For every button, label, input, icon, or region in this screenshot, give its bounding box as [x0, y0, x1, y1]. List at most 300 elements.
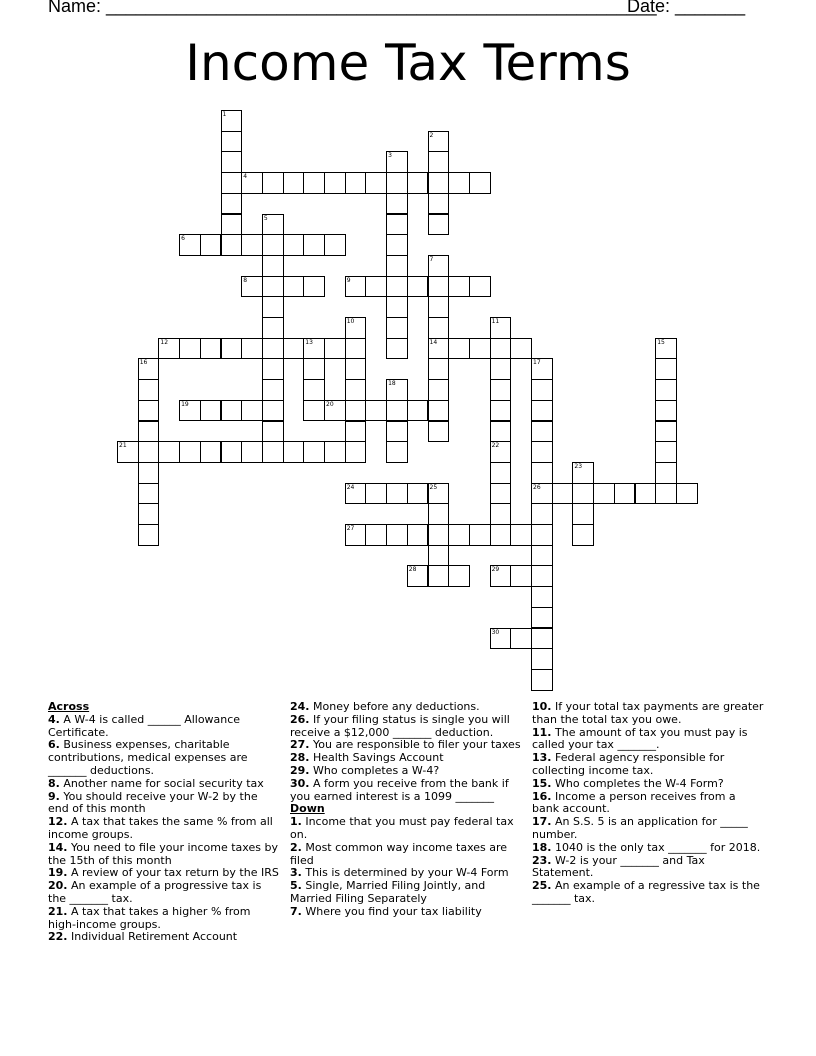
clue-item-number: 16. [532, 789, 552, 803]
clue-item [532, 701, 764, 727]
grid-cell[interactable] [490, 462, 512, 484]
clue-item-number: 7. [290, 904, 302, 918]
grid-cell[interactable] [448, 524, 470, 546]
grid-cell[interactable] [552, 483, 574, 505]
grid-cell[interactable] [428, 276, 450, 298]
grid-cell[interactable] [117, 441, 139, 463]
grid-cell[interactable] [221, 193, 243, 215]
grid-cell[interactable] [303, 172, 325, 194]
clue-number: 22 [491, 442, 500, 450]
grid-cell[interactable] [428, 296, 450, 318]
clue-section-heading: Across [48, 700, 90, 713]
clue-item-number: 5. [290, 879, 302, 893]
grid-cell[interactable] [283, 234, 305, 256]
grid-cell[interactable] [324, 172, 346, 194]
grid-cell[interactable] [221, 441, 243, 463]
grid-cell[interactable] [407, 524, 429, 546]
grid-cell[interactable] [262, 338, 284, 360]
grid-cell[interactable] [655, 483, 677, 505]
grid-cell[interactable] [283, 172, 305, 194]
grid-cell[interactable] [241, 441, 263, 463]
grid-cell[interactable] [221, 338, 243, 360]
clue-item-text: You are responsible to filer your taxes [313, 738, 521, 752]
grid-cell[interactable] [407, 565, 429, 587]
clue-item [290, 880, 522, 906]
grid-cell[interactable] [448, 276, 470, 298]
grid-cell[interactable] [531, 669, 553, 691]
grid-cell[interactable] [303, 379, 325, 401]
grid-cell[interactable] [407, 483, 429, 505]
grid-cell[interactable] [448, 565, 470, 587]
grid-cell[interactable] [428, 193, 450, 215]
grid-cell[interactable] [407, 276, 429, 298]
grid-cell[interactable] [262, 421, 284, 443]
grid-cell[interactable] [345, 379, 367, 401]
grid-cell[interactable] [386, 296, 408, 318]
grid-cell[interactable] [221, 110, 243, 132]
grid-cell[interactable] [345, 338, 367, 360]
clue-item-number: 22. [48, 930, 68, 944]
clue-item-text: You need to file your income taxes by the 15th of this month [48, 840, 278, 867]
grid-cell[interactable] [262, 255, 284, 277]
grid-cell[interactable] [428, 421, 450, 443]
grid-cell[interactable] [179, 338, 201, 360]
grid-cell[interactable] [345, 441, 367, 463]
clue-item-text: You should receive your W-2 by the end of this month [48, 789, 258, 816]
grid-cell[interactable] [428, 379, 450, 401]
clue-item-text: Single, Married Filing Jointly, and Married Filing Separately [290, 879, 486, 905]
clue-item-number: 11. [532, 725, 552, 739]
grid-cell[interactable] [531, 379, 553, 401]
grid-cell[interactable] [303, 234, 325, 256]
clue-item-number: 2. [290, 840, 302, 854]
clue-item-number: 25. [532, 879, 552, 893]
clue-item [532, 752, 764, 778]
clue-item [532, 727, 764, 753]
grid-cell[interactable] [324, 441, 346, 463]
clue-number: 3 [388, 152, 392, 160]
grid-cell[interactable] [655, 338, 677, 360]
grid-cell[interactable] [428, 151, 450, 173]
grid-cell[interactable] [179, 234, 201, 256]
clue-item-number: 1. [290, 815, 302, 829]
grid-cell[interactable] [531, 607, 553, 629]
grid-cell[interactable] [448, 338, 470, 360]
grid-cell[interactable] [179, 400, 201, 422]
clue-number: 29 [491, 566, 500, 574]
grid-cell[interactable] [469, 172, 491, 194]
clue-number: 21 [119, 442, 127, 450]
grid-cell[interactable] [655, 462, 677, 484]
grid-cell[interactable] [386, 276, 408, 298]
grid-cell[interactable] [655, 441, 677, 463]
grid-cell[interactable] [531, 441, 553, 463]
clue-number: 12 [160, 338, 169, 346]
grid-cell[interactable] [138, 503, 160, 525]
clue-number: 20 [326, 400, 334, 408]
clue-item [290, 842, 522, 868]
clue-item-text: Most common way income taxes are filed [290, 840, 508, 867]
clue-number: 1 [222, 111, 227, 118]
clue-number: 24 [346, 483, 355, 491]
grid-cell[interactable] [510, 565, 532, 587]
clue-item-number: 23. [532, 853, 552, 867]
grid-cell[interactable] [386, 379, 408, 401]
grid-cell[interactable] [490, 503, 512, 525]
grid-cell[interactable] [138, 379, 160, 401]
grid-cell[interactable] [303, 400, 325, 422]
clue-number: 15 [657, 338, 665, 346]
grid-cell[interactable] [428, 565, 450, 587]
clue-item-text: If your total tax payments are greater than the total tax you owe. [532, 700, 764, 726]
grid-cell[interactable] [407, 400, 429, 422]
grid-cell[interactable] [221, 172, 243, 194]
grid-cell[interactable] [138, 524, 160, 546]
grid-cell[interactable] [490, 400, 512, 422]
page-title: Income Tax Terms [185, 34, 631, 92]
date-field[interactable]: Date: _______ [627, 0, 746, 16]
grid-cell[interactable] [365, 276, 387, 298]
grid-cell[interactable] [386, 214, 408, 236]
clue-item-number: 9. [48, 789, 60, 803]
clue-number: 6 [181, 235, 185, 243]
grid-cell[interactable] [428, 338, 450, 360]
grid-cell[interactable] [655, 358, 677, 380]
clue-item-number: 3. [290, 866, 302, 880]
clue-number: 4 [243, 173, 248, 181]
grid-cell[interactable] [676, 483, 698, 505]
clue-item-text: Who completes the W-4 Form? [555, 776, 724, 790]
grid-cell[interactable] [345, 400, 367, 422]
clue-number: 26 [533, 483, 541, 491]
grid-cell[interactable] [262, 296, 284, 318]
grid-cell[interactable] [510, 524, 532, 546]
clue-number: 27 [346, 525, 355, 532]
grid-cell[interactable] [531, 462, 553, 484]
grid-cell[interactable] [490, 338, 512, 360]
grid-cell[interactable] [655, 421, 677, 443]
clue-item [48, 714, 280, 740]
clue-item-number: 13. [532, 751, 552, 765]
grid-cell[interactable] [241, 338, 263, 360]
grid-cell[interactable] [614, 483, 636, 505]
grid-cell[interactable] [428, 172, 450, 194]
clue-item [48, 842, 280, 868]
clue-number: 2 [429, 131, 434, 139]
grid-cell[interactable] [428, 524, 450, 546]
grid-cell[interactable] [365, 172, 387, 194]
clue-item-text: 1040 is the only tax _______ for 2018. [555, 840, 761, 854]
clue-item-text: Money before any deductions. [313, 700, 480, 713]
grid-cell[interactable] [283, 441, 305, 463]
clue-column-1 [48, 701, 280, 944]
grid-cell[interactable] [531, 400, 553, 422]
grid-cell[interactable] [345, 358, 367, 380]
grid-cell[interactable] [386, 255, 408, 277]
clue-number: 19 [181, 400, 189, 408]
clue-item-text: A tax that takes a higher % from high-income groups. [48, 904, 251, 931]
grid-cell[interactable] [345, 421, 367, 443]
clue-column-2 [290, 701, 522, 919]
grid-cell[interactable] [200, 441, 222, 463]
clue-item-text: This is determined by your W-4 Form [305, 866, 509, 880]
grid-cell[interactable] [490, 358, 512, 380]
grid-cell[interactable] [345, 172, 367, 194]
clue-item-number: 17. [532, 815, 552, 829]
clue-number: 17 [533, 359, 541, 367]
grid-cell[interactable] [428, 545, 450, 567]
grid-cell[interactable] [490, 628, 512, 650]
clue-item-text: Income that you must pay federal tax on. [290, 815, 514, 841]
grid-cell[interactable] [221, 400, 243, 422]
grid-cell[interactable] [510, 628, 532, 650]
grid-cell[interactable] [572, 503, 594, 525]
clue-item [48, 931, 280, 944]
clue-number: 10 [346, 318, 355, 325]
grid-cell[interactable] [262, 214, 284, 236]
grid-cell[interactable] [531, 586, 553, 608]
grid-cell[interactable] [221, 234, 243, 256]
clue-item-text: An example of a progressive tax is the _______ tax. [48, 879, 262, 905]
clue-item-number: 28. [290, 751, 310, 765]
grid-cell[interactable] [345, 524, 367, 546]
grid-cell[interactable] [138, 441, 160, 463]
grid-cell[interactable] [138, 421, 160, 443]
grid-cell[interactable] [241, 172, 263, 194]
clue-number: 7 [429, 255, 434, 263]
grid-cell[interactable] [303, 276, 325, 298]
clue-item [48, 906, 280, 932]
grid-cell[interactable] [158, 338, 180, 360]
grid-cell[interactable] [386, 317, 408, 339]
grid-cell[interactable] [283, 276, 305, 298]
grid-cell[interactable] [200, 234, 222, 256]
clue-item-text: Health Savings Account [313, 751, 444, 765]
name-field[interactable]: Name: _______________________________________________________ [48, 0, 657, 16]
clue-item-text: Who completes a W-4? [313, 763, 440, 777]
clue-item [48, 880, 280, 906]
grid-cell[interactable] [531, 648, 553, 670]
grid-cell[interactable] [428, 214, 450, 236]
clue-column-3 [532, 701, 764, 906]
clue-item-text: A form you receive from the bank if you earned interest is a 1099 _______ [290, 776, 509, 803]
grid-cell[interactable] [138, 400, 160, 422]
grid-cell[interactable] [386, 151, 408, 173]
clue-number: 13 [305, 338, 313, 346]
clue-item-number: 15. [532, 776, 552, 790]
grid-cell[interactable] [138, 483, 160, 505]
clue-item-text: Income a person receives from a bank account. [532, 789, 736, 816]
grid-cell[interactable] [365, 400, 387, 422]
clue-item-text: If your filing status is single you will receive a $12,000 _______ deduction. [290, 712, 510, 739]
grid-cell[interactable] [303, 441, 325, 463]
clue-item [290, 778, 522, 804]
grid-cell[interactable] [655, 379, 677, 401]
grid-cell[interactable] [572, 483, 594, 505]
grid-cell[interactable] [179, 441, 201, 463]
clue-item-text: An S.S. 5 is an application for _____ number. [532, 815, 748, 841]
grid-cell[interactable] [324, 338, 346, 360]
grid-cell[interactable] [345, 276, 367, 298]
clue-item-text: A tax that takes the same % from all income groups. [48, 815, 273, 841]
grid-cell[interactable] [469, 524, 491, 546]
grid-cell[interactable] [262, 441, 284, 463]
grid-cell[interactable] [262, 276, 284, 298]
grid-cell[interactable] [448, 172, 470, 194]
clue-item [532, 791, 764, 817]
clue-item-number: 4. [48, 712, 60, 726]
clue-item-number: 20. [48, 879, 68, 893]
clue-number: 14 [429, 338, 438, 346]
grid-cell[interactable] [386, 234, 408, 256]
grid-cell[interactable] [200, 400, 222, 422]
grid-cell[interactable] [572, 462, 594, 484]
grid-cell[interactable] [469, 338, 491, 360]
clue-item-text: Where you find your tax liability [305, 904, 482, 918]
grid-cell[interactable] [490, 565, 512, 587]
clue-item-text: An example of a regressive tax is the _______ tax. [532, 879, 760, 905]
clue-item [290, 906, 522, 919]
clue-number: 11 [491, 318, 500, 325]
clue-item-number: 24. [290, 700, 310, 713]
clue-item-number: 30. [290, 776, 310, 790]
clue-item [290, 816, 522, 842]
grid-cell[interactable] [490, 379, 512, 401]
grid-cell[interactable] [283, 338, 305, 360]
clue-number: 28 [408, 566, 417, 574]
grid-cell[interactable] [428, 131, 450, 153]
clue-item-text: W-2 is your _______ and Tax Statement. [532, 853, 705, 880]
grid-cell[interactable] [365, 483, 387, 505]
clue-item-number: 12. [48, 815, 68, 829]
clue-number: 18 [388, 380, 396, 388]
clue-section-heading: Down [290, 802, 325, 816]
clue-item-text: A W-4 is called ______ Allowance Certificate. [48, 712, 241, 739]
grid-cell[interactable] [531, 358, 553, 380]
clue-item-number: 19. [48, 866, 68, 880]
grid-cell[interactable] [428, 483, 450, 505]
grid-cell[interactable] [200, 338, 222, 360]
grid-cell[interactable] [490, 483, 512, 505]
clue-item-text: A review of your tax return by the IRS [71, 866, 279, 880]
grid-cell[interactable] [262, 358, 284, 380]
grid-cell[interactable] [386, 441, 408, 463]
grid-cell[interactable] [490, 441, 512, 463]
grid-cell[interactable] [241, 400, 263, 422]
grid-cell[interactable] [635, 483, 657, 505]
grid-cell[interactable] [531, 565, 553, 587]
grid-cell[interactable] [510, 338, 532, 360]
grid-cell[interactable] [262, 172, 284, 194]
clue-item [48, 739, 280, 777]
grid-cell[interactable] [138, 358, 160, 380]
grid-cell[interactable] [531, 421, 553, 443]
clue-item [290, 714, 522, 740]
clue-item-text: Individual Retirement Account [71, 930, 238, 944]
grid-cell[interactable] [490, 524, 512, 546]
clue-item-text: The amount of tax you must pay is called your tax _______. [532, 725, 748, 752]
grid-cell[interactable] [490, 421, 512, 443]
grid-cell[interactable] [428, 255, 450, 277]
clue-item-text: Business expenses, charitable contributions, medical expenses are _______ deductions. [48, 738, 248, 777]
grid-cell[interactable] [221, 131, 243, 153]
clue-item [532, 816, 764, 842]
clue-number: 5 [263, 214, 268, 222]
grid-cell[interactable] [428, 503, 450, 525]
grid-cell[interactable] [241, 276, 263, 298]
clue-number: 23 [574, 462, 583, 470]
grid-cell[interactable] [221, 214, 243, 236]
clue-item-number: 6. [48, 738, 60, 752]
grid-cell[interactable] [531, 628, 553, 650]
clue-item [48, 791, 280, 817]
grid-cell[interactable] [469, 276, 491, 298]
grid-cell[interactable] [365, 524, 387, 546]
grid-cell[interactable] [386, 172, 408, 194]
clue-number: 9 [346, 276, 351, 284]
grid-cell[interactable] [158, 441, 180, 463]
clue-number: 16 [139, 359, 148, 367]
clue-item-number: 29. [290, 763, 310, 777]
grid-cell[interactable] [303, 358, 325, 380]
clue-item-text: Federal agency responsible for collecting income tax. [532, 751, 725, 777]
grid-cell[interactable] [655, 400, 677, 422]
clue-item [532, 880, 764, 906]
clue-item-number: 26. [290, 712, 310, 726]
grid-cell[interactable] [386, 483, 408, 505]
clue-item-number: 10. [532, 700, 552, 713]
clue-item-number: 14. [48, 840, 68, 854]
grid-cell[interactable] [386, 524, 408, 546]
clue-number: 8 [243, 276, 248, 284]
grid-cell[interactable] [262, 400, 284, 422]
clue-item-number: 27. [290, 738, 310, 752]
clue-number: 30 [491, 628, 500, 636]
grid-cell[interactable] [324, 234, 346, 256]
grid-cell[interactable] [386, 400, 408, 422]
clue-item-number: 8. [48, 776, 60, 790]
grid-cell[interactable] [345, 317, 367, 339]
grid-cell[interactable] [531, 524, 553, 546]
clue-item-number: 18. [532, 840, 552, 854]
grid-cell[interactable] [138, 462, 160, 484]
grid-cell[interactable] [345, 483, 367, 505]
grid-cell[interactable] [241, 234, 263, 256]
grid-cell[interactable] [386, 421, 408, 443]
grid-cell[interactable] [428, 400, 450, 422]
clue-item [532, 855, 764, 881]
grid-cell[interactable] [324, 400, 346, 422]
grid-cell[interactable] [593, 483, 615, 505]
grid-cell[interactable] [386, 338, 408, 360]
grid-cell[interactable] [262, 317, 284, 339]
grid-cell[interactable] [531, 545, 553, 567]
grid-cell[interactable] [262, 379, 284, 401]
grid-cell[interactable] [407, 172, 429, 194]
grid-cell[interactable] [428, 317, 450, 339]
grid-cell[interactable] [531, 503, 553, 525]
grid-cell[interactable] [531, 483, 553, 505]
grid-cell[interactable] [303, 338, 325, 360]
clue-item-text: Another name for social security tax [63, 776, 264, 790]
grid-cell[interactable] [572, 524, 594, 546]
grid-cell[interactable] [262, 234, 284, 256]
grid-cell[interactable] [386, 193, 408, 215]
clue-item-number: 21. [48, 904, 68, 918]
grid-cell[interactable] [490, 317, 512, 339]
grid-cell[interactable] [428, 358, 450, 380]
grid-cell[interactable] [221, 151, 243, 173]
